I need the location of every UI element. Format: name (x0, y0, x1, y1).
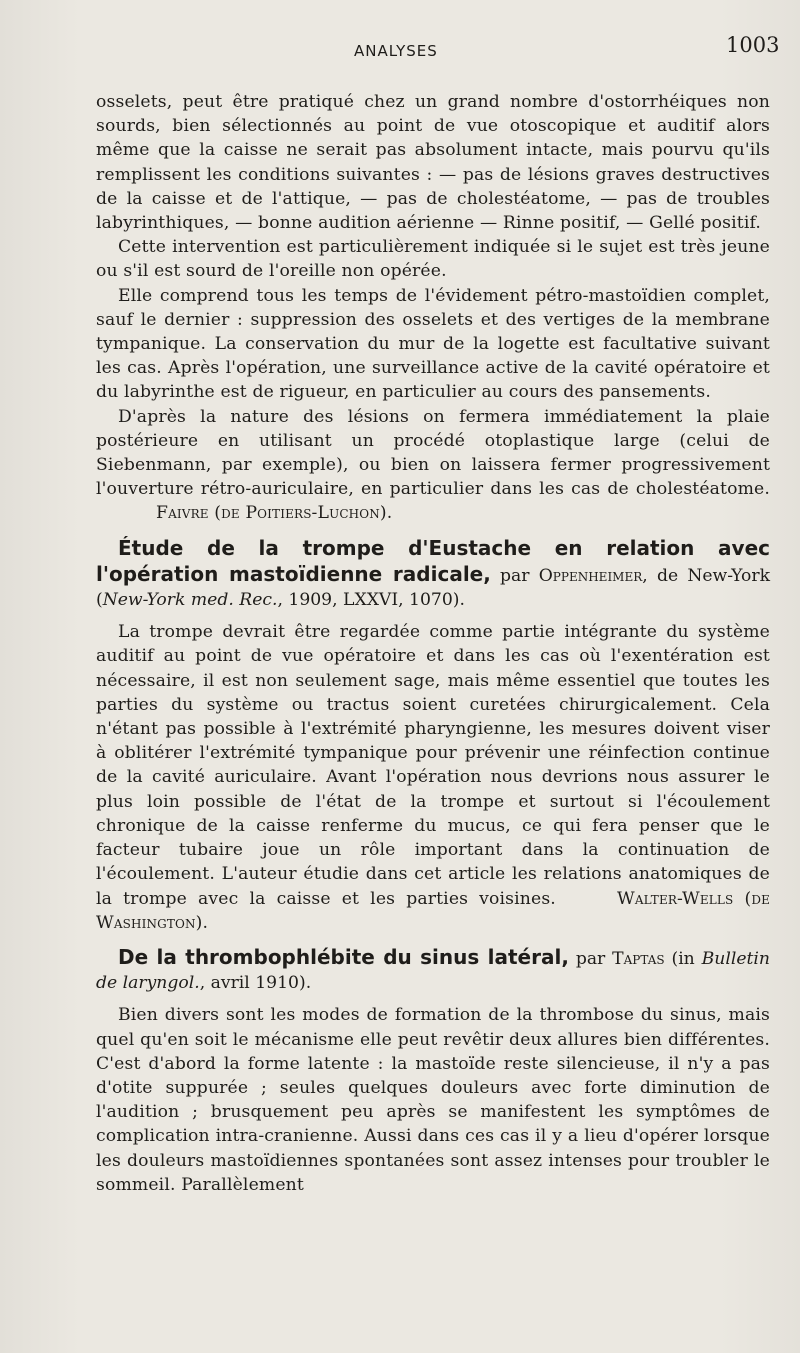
paragraph-4-text: D'après la nature des lésions on fermera immédiatement la plaie postérieure en utilisant un procédé otoplastique large (celui de Siebenmann, par exemple), ou bien on laissera fermer progressivement l'ouverture rétro-auriculaire, en particulier dans les cas de cholestéatome. (96, 406, 770, 500)
running-head (96, 30, 780, 90)
paragraph-2: Cette intervention est particulièrement indiquée si le sujet est très jeune ou s'il est sourd de l'oreille non opérée. (96, 237, 770, 282)
article-body-1: La trompe devrait être regardée comme partie intégrante du système auditif au point de vue opératoire et dans les cas où l'exentération est nécessaire, il est non seulement sage, mais même essentiel que toutes les parties du système ou tractus soient curetées chirurgicalement. Cela n'étant pas possible à l'extrémité pharyngienne, les mesures doivent viser à oblitérer l'extrémité tympanique pour prévenir une réinfection continue de la cavité auriculaire. Avant l'opération nous devrions nous assurer le plus loin possible de l'état de la trompe et surtout si l'écoulement chronique de la caisse renferme du mucus, ce qui fera penser que le facteur tubaire joue un rôle important dans la continuation de l'écoulement. L'auteur étudie dans cet article les relations anatomiques de la trompe avec la caisse et les parties voisines. Walter-Wells (de Washington). (96, 622, 770, 933)
signature-faivre: Faivre (de Poitiers-Luchon). (156, 503, 393, 524)
article-title-2: De la thrombophlébite du sinus latéral, (118, 944, 569, 969)
journal-1: New-York med. Rec. (102, 590, 278, 611)
article-heading-1: Étude de la trompe d'Eustache en relation avec l'opération mastoïdienne radicale, par Oppenheimer, de New-York (New-York med. Rec., 1909, LXXVI, 1070). (96, 535, 770, 611)
paragraph-4 (96, 405, 770, 526)
signature-walter-wells: Walter-Wells (de Washington). (96, 888, 770, 933)
paragraph-3: Elle comprend tous les temps de l'évidement pétro-mastoïdien complet, sauf le dernier : suppression des osselets et des vertiges de la membrane tympanique. La conservation du mur de la logette est facultative suivant les cas. Après l'opération, une surveillance active de la cavité opératoire et du labyrinthe est de rigueur, en particulier au cours des pansements. (96, 285, 770, 403)
article-title-1: Étude de la trompe d'Eustache en relation avec l'opération mastoïdienne radicale, (96, 535, 770, 586)
article-author-2: Taptas (612, 948, 665, 969)
paragraph-1: osselets, peut être pratiqué chez un grand nombre d'ostorrhéiques non sourds, bien sélectionnés au point de vue otoscopique et auditif alors même que la caisse ne serait pas absolument intacte, mais pourvu qu'ils remplissent les conditions suivantes : — pas de lésions graves destructives de la caisse et de l'attique, — pas de cholestéatome, — pas de troubles labyrinthiques, — bonne audition aérienne — Rinne positif, — Gellé positif. (96, 92, 770, 234)
page-number: 1003 (726, 33, 780, 57)
journal-2: Bulletin de laryngol. (96, 948, 770, 994)
article-author-1: Oppenheimer, (538, 565, 648, 586)
article-heading-2: De la thrombophlébite du sinus latéral, par Taptas (in Bulletin de laryngol., avril 1910). (96, 944, 770, 994)
running-title: ANALYSES (354, 42, 438, 60)
article-body-2: Bien divers sont les modes de formation de la thrombose du sinus, mais quel qu'en soit le mécanisme elle peut revêtir deux allures bien différentes. C'est d'abord la forme latente : la mastoïde reste silencieuse, il n'y a pas d'otite suppurée ; seules quelques douleurs avec forte diminution de l'audition ; brusquement peu après se manifestent les symptômes de complication intra-cranienne. Aussi dans ces cas il y a lieu d'opérer lorsque les douleurs mastoïdiennes spontanées sont assez intenses pour troubler le sommeil. Parallèlement (96, 1005, 770, 1195)
